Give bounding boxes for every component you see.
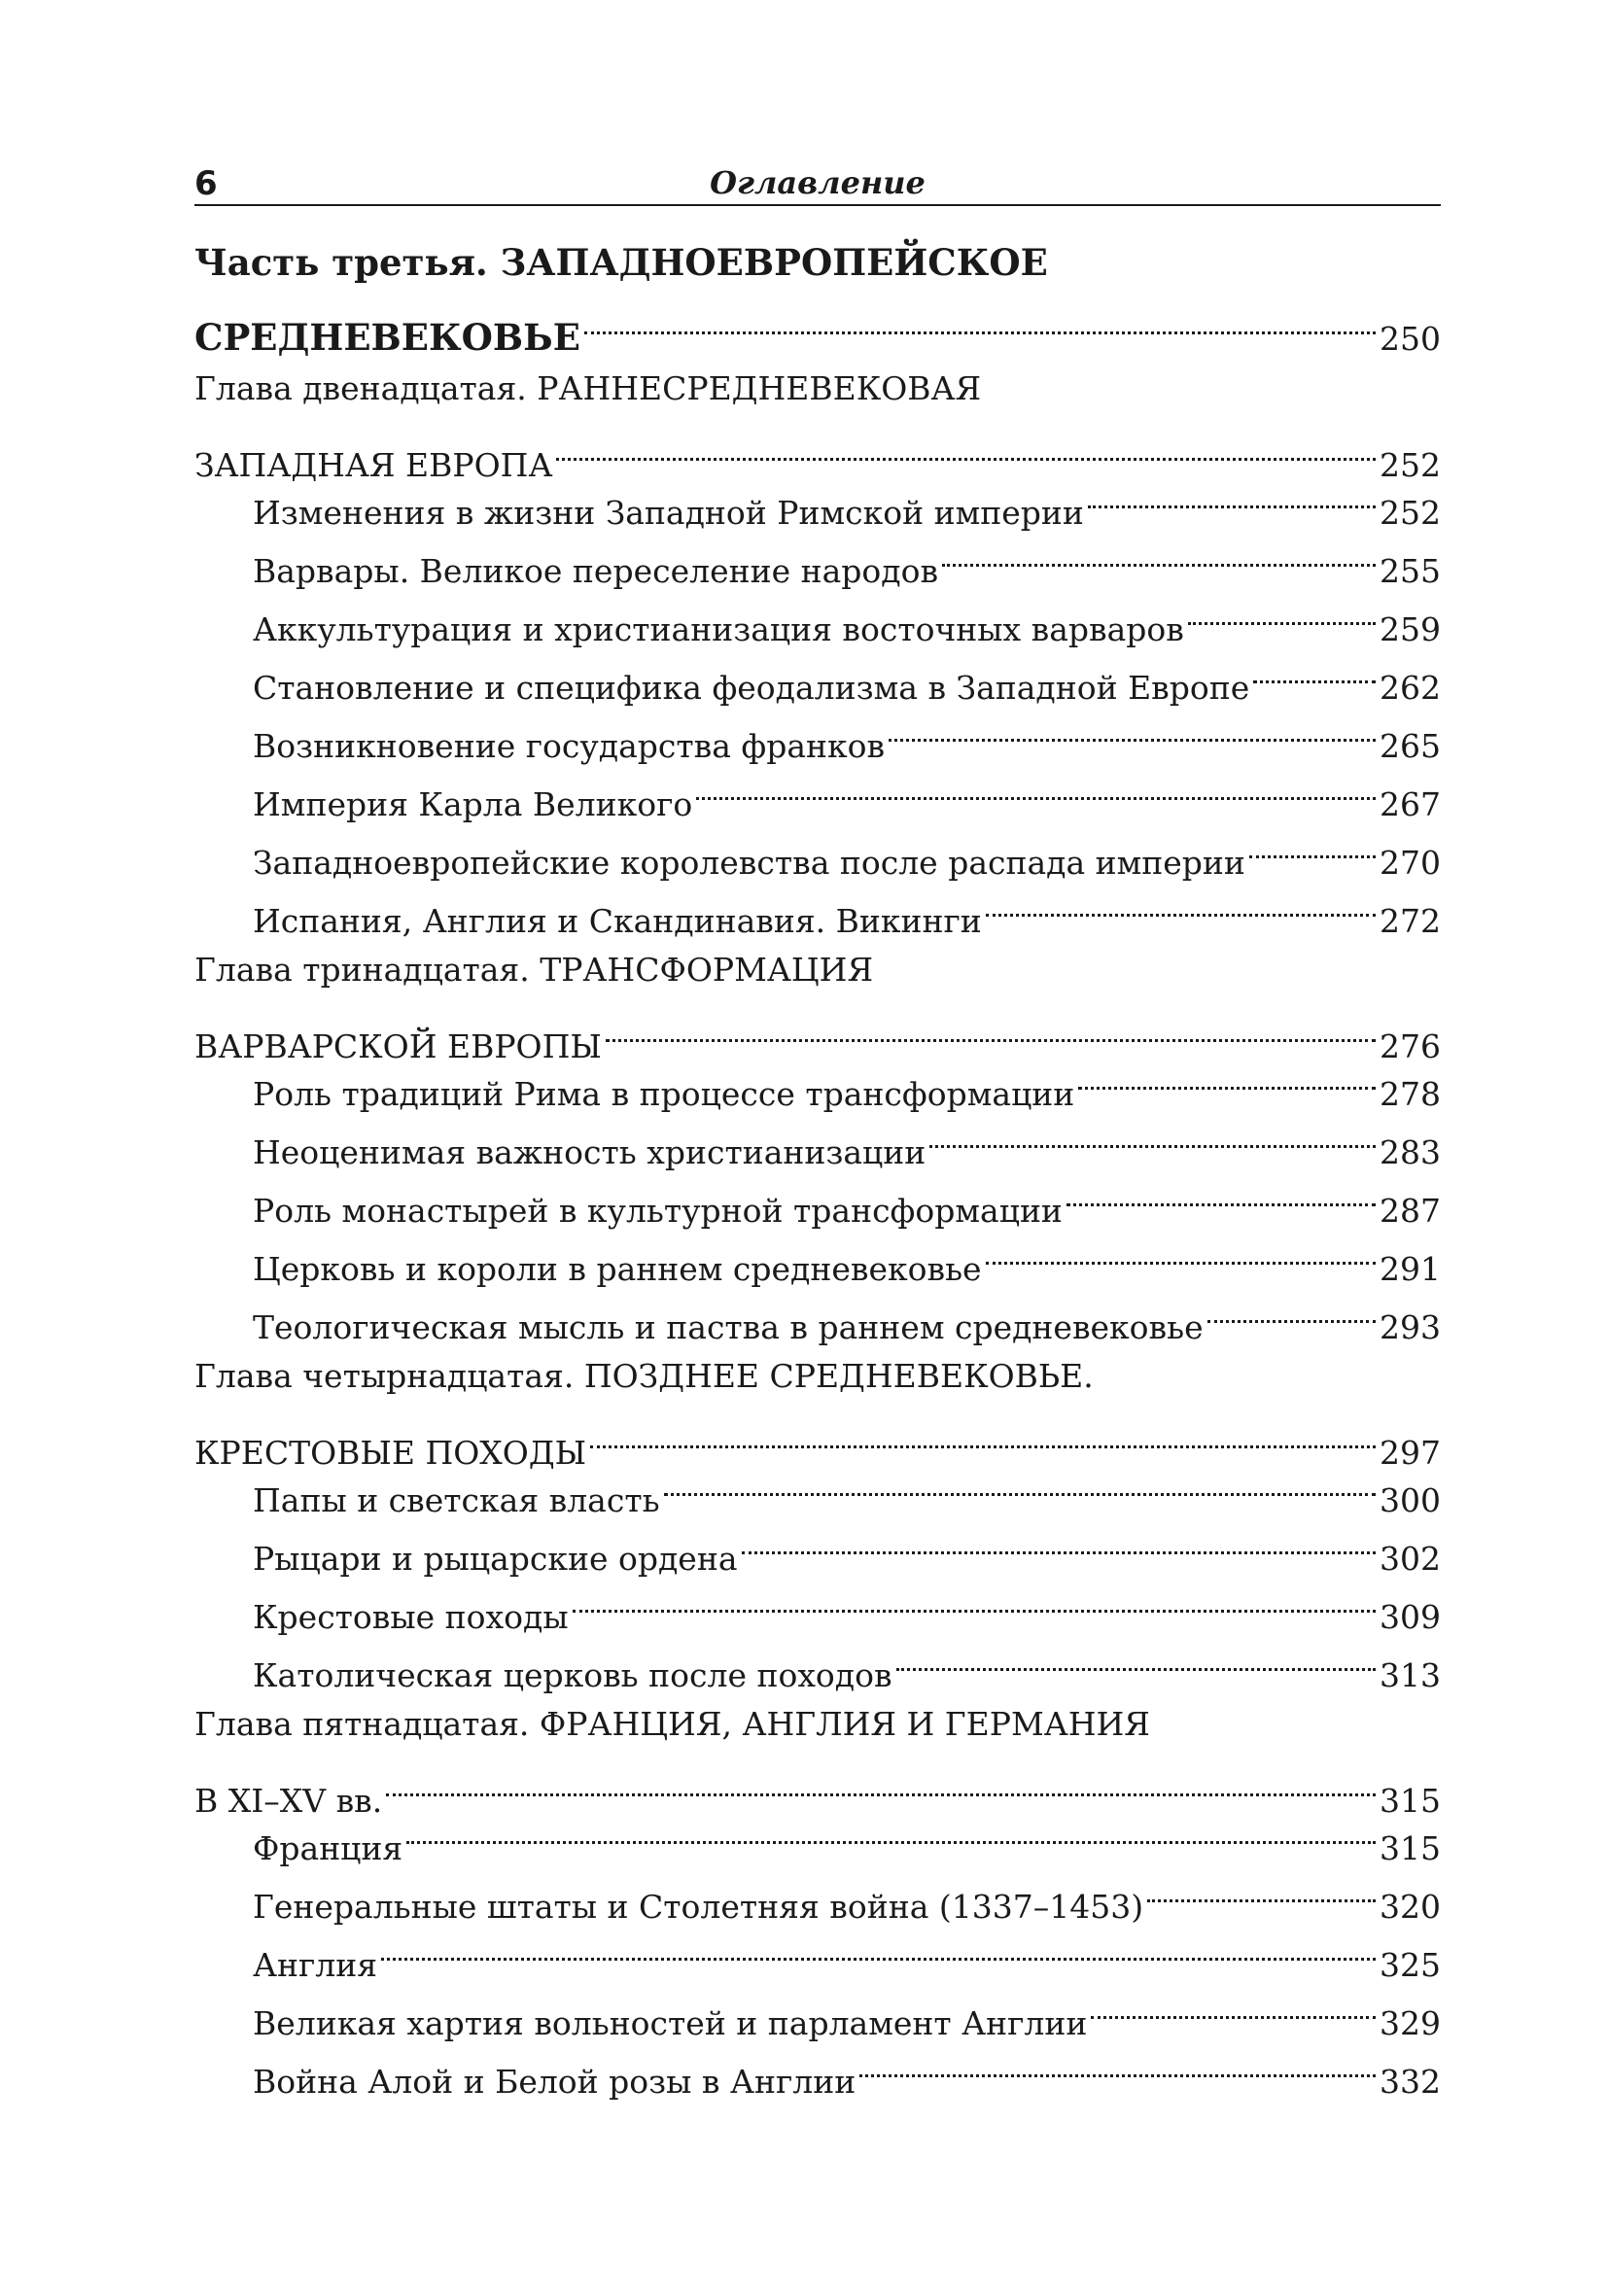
toc-page-number: 309 — [1380, 1598, 1441, 1636]
toc-section-entry[interactable] — [253, 1918, 1441, 1984]
toc-page-number: 276 — [1380, 1027, 1441, 1065]
toc-page-number: 272 — [1380, 902, 1441, 940]
toc-entry-title: Роль монастырей в культурной трансформации — [253, 1192, 1063, 1230]
toc-entry-title: В XI–XV вв. — [194, 1782, 383, 1820]
toc-page-number: 250 — [1380, 320, 1441, 358]
toc-section-entry[interactable] — [253, 1860, 1441, 1926]
toc-section-entry[interactable] — [253, 1222, 1441, 1288]
toc-section-entry[interactable] — [253, 816, 1441, 882]
toc-page-number: 297 — [1380, 1434, 1441, 1472]
toc-section-entry[interactable] — [253, 1453, 1441, 1519]
dot-leader — [986, 1222, 1376, 1280]
toc-entry-title: КРЕСТОВЫЕ ПОХОДЫ — [194, 1434, 587, 1472]
toc-page-number: 287 — [1380, 1192, 1441, 1230]
toc-page-number: 302 — [1380, 1540, 1441, 1578]
toc-section-entry[interactable] — [253, 1164, 1441, 1230]
toc-page-number: 313 — [1380, 1656, 1441, 1694]
toc-entry-title: Война Алой и Белой розы в Англии — [253, 2063, 856, 2101]
toc-page-number: 255 — [1380, 552, 1441, 590]
toc-section-entry[interactable] — [253, 524, 1441, 590]
running-head — [194, 156, 1441, 206]
toc-section-entry[interactable] — [253, 1047, 1441, 1113]
dot-leader — [1147, 1860, 1376, 1918]
toc-entry-title: Рыцари и рыцарские ордена — [253, 1540, 738, 1578]
dot-leader — [1066, 1164, 1376, 1222]
toc-page-number: 315 — [1380, 1829, 1441, 1867]
dot-leader — [1078, 1047, 1376, 1105]
toc-page-number: 267 — [1380, 785, 1441, 823]
dot-leader — [986, 874, 1376, 932]
toc-entry-title: Великая хартия вольностей и парламент Англии — [253, 2004, 1088, 2042]
dot-leader — [896, 1628, 1376, 1687]
toc-section-entry[interactable] — [253, 2035, 1441, 2101]
toc-entry-title: Франция — [253, 1829, 403, 1867]
toc-section-entry[interactable] — [253, 1570, 1441, 1636]
toc-page-number: 283 — [1380, 1133, 1441, 1171]
toc-section-entry[interactable] — [253, 757, 1441, 823]
toc-entry-title: ВАРВАРСКОЙ ЕВРОПЫ — [194, 1027, 602, 1065]
toc-entry-title: Генеральные штаты и Столетняя война (1337–1453) — [253, 1888, 1144, 1926]
dot-leader — [1091, 1976, 1376, 2035]
toc-page-number: 252 — [1380, 494, 1441, 532]
toc-entry-title: СРЕДНЕВЕКОВЬЕ — [194, 316, 580, 359]
toc-entry-title: Роль традиций Рима в процессе трансформации — [253, 1075, 1075, 1113]
toc-entry-title-line: Глава тринадцатая. ТРАНСФОРМАЦИЯ — [194, 951, 874, 989]
dot-leader — [742, 1512, 1377, 1570]
toc-entry-title: Испания, Англия и Скандинавия. Викинги — [253, 902, 982, 940]
dot-leader — [1088, 466, 1376, 524]
toc-entry-title-line: Часть третья. ЗАПАДНОЕВРОПЕЙСКОЕ — [194, 241, 1048, 284]
toc-entry-title: Крестовые походы — [253, 1598, 569, 1636]
toc-entry-title: ЗАПАДНАЯ ЕВРОПА — [194, 446, 553, 484]
toc-entry-title: Неоценимая важность христианизации — [253, 1133, 926, 1171]
dot-leader — [859, 2035, 1376, 2093]
toc-part-entry[interactable] — [194, 233, 1441, 359]
toc-section-entry[interactable] — [253, 1280, 1441, 1346]
dot-leader — [929, 1105, 1376, 1164]
toc-page-number: 332 — [1380, 2063, 1441, 2101]
toc-page-number: 315 — [1380, 1782, 1441, 1820]
toc-entry-title: Империя Карла Великого — [253, 785, 693, 823]
toc-section-entry[interactable] — [253, 1628, 1441, 1694]
dot-leader — [573, 1570, 1376, 1628]
dot-leader — [696, 757, 1376, 816]
toc-entry-title-line: Глава четырнадцатая. ПОЗДНЕЕ СРЕДНЕВЕКОВЬЕ. — [194, 1357, 1094, 1395]
toc-section-entry[interactable] — [253, 641, 1441, 707]
dot-leader — [381, 1918, 1376, 1976]
toc-page-number: 320 — [1380, 1888, 1441, 1926]
running-title: Оглавление — [710, 164, 926, 201]
toc-chapter-entry[interactable] — [194, 360, 1441, 484]
toc-page-number: 291 — [1380, 1250, 1441, 1288]
dot-leader — [942, 524, 1376, 582]
toc-entry-title: Англия — [253, 1946, 378, 1984]
dot-leader — [584, 292, 1376, 350]
toc-section-entry[interactable] — [253, 1512, 1441, 1578]
toc-page-number: 265 — [1380, 727, 1441, 765]
dot-leader — [664, 1453, 1376, 1512]
toc-page-number: 278 — [1380, 1075, 1441, 1113]
toc-page-number: 325 — [1380, 1946, 1441, 1984]
book-page — [194, 0, 1441, 2296]
toc-entry-title: Возникновение государства франков — [253, 727, 886, 765]
toc-section-entry[interactable] — [253, 1801, 1441, 1867]
dot-leader — [1207, 1280, 1376, 1339]
toc-section-entry[interactable] — [253, 874, 1441, 940]
toc-page-number: 252 — [1380, 446, 1441, 484]
toc-chapter-entry[interactable] — [194, 941, 1441, 1065]
dot-leader — [1249, 816, 1376, 874]
toc-section-entry[interactable] — [253, 1976, 1441, 2042]
toc-page-number: 329 — [1380, 2004, 1441, 2042]
dot-leader — [1188, 582, 1376, 641]
toc-entry-title: Варвары. Великое переселение народов — [253, 552, 939, 590]
toc-chapter-entry[interactable] — [194, 1347, 1441, 1472]
dot-leader — [406, 1801, 1376, 1860]
page-number: 6 — [194, 164, 218, 203]
toc-entry-title: Западноевропейские королевства после распада империи — [253, 844, 1245, 882]
toc-section-entry[interactable] — [253, 582, 1441, 648]
toc-entry-title: Становление и специфика феодализма в Западной Европе — [253, 669, 1250, 707]
toc-page-number: 300 — [1380, 1481, 1441, 1519]
toc-page-number: 262 — [1380, 669, 1441, 707]
toc-page-number: 293 — [1380, 1308, 1441, 1346]
toc-chapter-entry[interactable] — [194, 1695, 1441, 1820]
toc-section-entry[interactable] — [253, 699, 1441, 765]
toc-entry-title: Теологическая мысль и паства в раннем средневековье — [253, 1308, 1204, 1346]
toc-section-entry[interactable] — [253, 466, 1441, 532]
toc-entry-title: Католическая церковь после походов — [253, 1656, 892, 1694]
dot-leader — [1253, 641, 1376, 699]
toc-entry-title: Церковь и короли в раннем средневековье — [253, 1250, 982, 1288]
toc-page-number: 259 — [1380, 610, 1441, 648]
toc-entry-title: Папы и светская власть — [253, 1481, 660, 1519]
toc-entry-title: Изменения в жизни Западной Римской империи — [253, 494, 1084, 532]
toc-entry-title: Аккультурация и христианизация восточных варваров — [253, 610, 1184, 648]
toc-page-number: 270 — [1380, 844, 1441, 882]
dot-leader — [889, 699, 1376, 757]
toc-entry-title-line: Глава двенадцатая. РАННЕСРЕДНЕВЕКОВАЯ — [194, 369, 982, 407]
toc-section-entry[interactable] — [253, 1105, 1441, 1171]
toc-entry-title-line: Глава пятнадцатая. ФРАНЦИЯ, АНГЛИЯ И ГЕРМАНИЯ — [194, 1705, 1150, 1743]
